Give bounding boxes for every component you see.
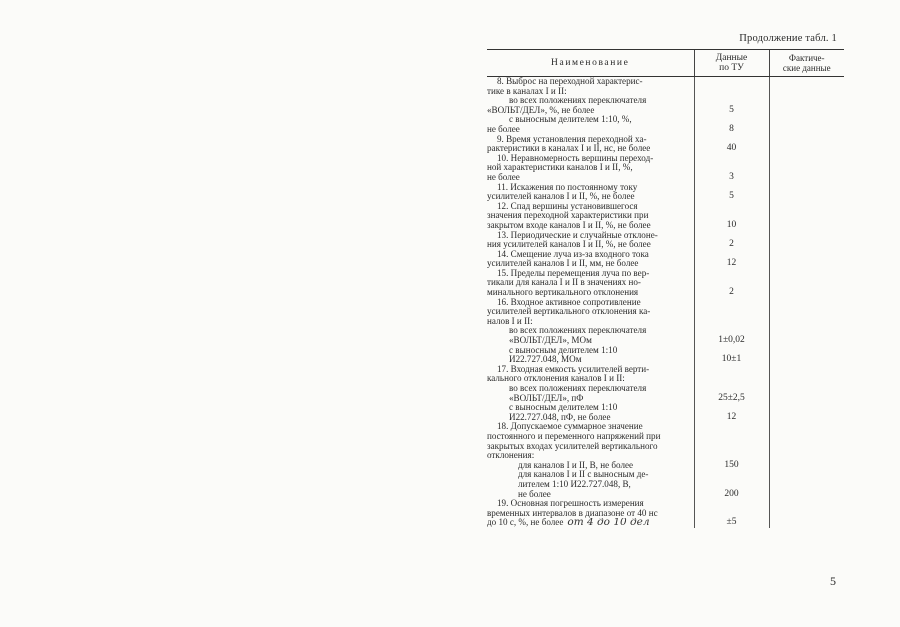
- row-text-line: [487, 240, 692, 250]
- row-tu-value: 8: [694, 115, 769, 134]
- row-name-cell: [487, 202, 694, 231]
- row-text: до 10 с, %, не более: [487, 518, 564, 528]
- row-name-cell: [487, 77, 694, 97]
- row-text: тике в каналах I и II:: [487, 86, 567, 96]
- row-text: 8. Выброс на переходной характерис-: [497, 77, 643, 86]
- row-name-cell: [487, 115, 694, 134]
- row-tu-value: 5: [694, 96, 769, 115]
- row-text-line: [487, 183, 692, 193]
- row-fact-value: [769, 154, 844, 183]
- row-fact-value: [769, 326, 844, 345]
- row-text-line: [487, 192, 692, 202]
- column-header-tu-line: Данные: [715, 53, 748, 63]
- row-fact-value: [769, 365, 844, 384]
- row-fact-value: [769, 422, 844, 460]
- row-text: «ВОЛЬТ/ДЕЛ», пФ: [509, 393, 584, 403]
- table-row: [487, 96, 844, 115]
- row-fact-value: [769, 499, 844, 528]
- row-text-line: [487, 288, 692, 298]
- row-text-line: [487, 509, 692, 519]
- row-text-line: [487, 480, 692, 490]
- row-fact-value: [769, 298, 844, 327]
- column-header-tu: [694, 50, 769, 77]
- row-fact-value: [769, 77, 844, 97]
- table-row: [487, 250, 844, 269]
- row-text: для каналов I и II, В, не более: [518, 460, 634, 470]
- row-name-cell: [487, 250, 694, 269]
- row-text: И22.727.048, МОм: [509, 355, 582, 365]
- row-name-cell: [487, 422, 694, 460]
- row-fact-value: [769, 269, 844, 298]
- row-text: во всех положениях переключателя: [509, 384, 647, 393]
- row-tu-value: 40: [694, 135, 769, 154]
- table-row: [487, 499, 844, 528]
- column-header-fact-line: ские данные: [782, 63, 831, 73]
- table-row: [487, 461, 844, 471]
- row-text-line: [487, 87, 692, 97]
- table-row: [487, 269, 844, 298]
- row-text: 10. Неравномерность вершины переход-: [497, 153, 654, 163]
- row-text-line: [487, 154, 692, 164]
- row-name-cell: [487, 346, 694, 365]
- table-row: [487, 202, 844, 231]
- row-tu-value: [694, 365, 769, 384]
- row-text-line: [487, 336, 692, 346]
- row-text: значения переходной характеристики при: [487, 211, 649, 221]
- row-text: усилителей каналов I и II, %, не более: [487, 192, 635, 202]
- row-text-line: [487, 413, 692, 423]
- row-text-line: [487, 135, 692, 145]
- row-tu-value: 12: [694, 403, 769, 422]
- row-tu-value: 2: [694, 269, 769, 298]
- row-text-line: [487, 346, 692, 356]
- row-text: 16. Входное активное сопротивление: [497, 297, 641, 307]
- row-name-cell: [487, 269, 694, 298]
- row-tu-value: 12: [694, 250, 769, 269]
- row-text: 13. Периодические и случайные отклоне-: [497, 230, 658, 240]
- row-text-line: [487, 432, 692, 442]
- row-tu-value: 10: [694, 202, 769, 231]
- column-header-tu-line: по ТУ: [719, 63, 744, 73]
- row-text-line: [487, 278, 692, 288]
- row-name-cell: [487, 403, 694, 422]
- row-name-cell: [487, 135, 694, 154]
- row-name-cell: [487, 470, 694, 499]
- row-fact-value: [769, 183, 844, 202]
- row-text: 11. Искажения по постоянному току: [497, 182, 638, 192]
- row-text-line: [487, 499, 692, 509]
- row-tu-value: [694, 77, 769, 97]
- row-fact-value: [769, 461, 844, 471]
- row-name-cell: [487, 499, 694, 528]
- row-text: лителем 1:10 И22.727.048, В,: [518, 479, 631, 489]
- row-tu-value: 150: [694, 461, 769, 471]
- row-text-line: [487, 202, 692, 212]
- row-text-line: [487, 317, 692, 327]
- row-tu-value: 5: [694, 183, 769, 202]
- row-fact-value: [769, 231, 844, 250]
- row-text: И22.727.048, пФ, не более: [509, 412, 611, 422]
- column-header-fact: [769, 50, 844, 77]
- row-name-cell: [487, 298, 694, 327]
- row-text-line: [487, 326, 692, 336]
- row-text: не более: [487, 124, 520, 134]
- row-text: отклонения:: [487, 451, 535, 461]
- row-text: с выносным делителем 1:10: [509, 345, 618, 355]
- row-name-cell: [487, 365, 694, 384]
- column-header-name: Наименование: [487, 50, 694, 77]
- row-text: во всех положениях переключателя: [509, 96, 647, 106]
- row-text: усилителей вертикального отклонения ка-: [487, 307, 651, 317]
- table-row: [487, 115, 844, 134]
- row-text: налов I и II:: [487, 316, 533, 326]
- row-name-cell: [487, 326, 694, 345]
- row-text-line: [487, 221, 692, 231]
- row-fact-value: [769, 384, 844, 403]
- row-text-line: [487, 106, 692, 116]
- row-text-line: [487, 144, 692, 154]
- row-text-line: [487, 77, 692, 87]
- row-text-line: [487, 115, 692, 125]
- row-tu-value: 2: [694, 231, 769, 250]
- row-fact-value: [769, 96, 844, 115]
- row-text-line: [487, 451, 692, 461]
- row-text-line: [487, 355, 692, 365]
- row-text: «ВОЛЬТ/ДЕЛ», %, не более: [487, 105, 595, 115]
- row-text: ния усилителей каналов I и II, %, не более: [487, 240, 651, 250]
- row-text: 15. Пределы перемещения луча по вер-: [497, 268, 650, 278]
- row-text: не более: [487, 172, 520, 182]
- row-text: кального отклонения каналов I и II:: [487, 374, 625, 384]
- row-text-line: [487, 250, 692, 260]
- row-text: 9. Время установления переходной ха-: [497, 134, 647, 144]
- row-text-line: [487, 163, 692, 173]
- row-name-cell: [487, 154, 694, 183]
- table-row: [487, 384, 844, 403]
- table-row: [487, 326, 844, 345]
- row-text: с выносным делителем 1:10, %,: [509, 115, 632, 125]
- row-fact-value: [769, 470, 844, 499]
- row-text-line: [487, 125, 692, 135]
- row-text: не более: [518, 489, 551, 499]
- row-text: 19. Основная погрешность измерения: [497, 499, 644, 509]
- row-text: во всех положениях переключателя: [509, 326, 647, 336]
- row-fact-value: [769, 135, 844, 154]
- row-name-cell: [487, 96, 694, 115]
- row-text-line: [487, 403, 692, 413]
- table-row: [487, 183, 844, 202]
- row-tu-value: 3: [694, 154, 769, 183]
- row-text: 17. Входная емкость усилителей верти-: [497, 364, 650, 374]
- row-text-line: [487, 490, 692, 500]
- column-header-fact-line: Фактиче-: [788, 53, 825, 63]
- row-text-line: [487, 365, 692, 375]
- row-text-line: [487, 211, 692, 221]
- table-row: [487, 77, 844, 97]
- row-text: с выносным делителем 1:10: [509, 403, 618, 413]
- table-row: [487, 470, 844, 499]
- row-name-cell: [487, 231, 694, 250]
- row-text: «ВОЛЬТ/ДЕЛ», МОм: [509, 336, 592, 346]
- row-text-line: [487, 259, 692, 269]
- row-text: усилителей каналов I и II, мм, не более: [487, 259, 639, 269]
- row-text: 14. Смещение луча из-за входного тока: [497, 249, 649, 259]
- row-fact-value: [769, 202, 844, 231]
- row-text: закрытых входах усилителей вертикального: [487, 441, 658, 451]
- table-row: [487, 422, 844, 460]
- row-tu-value: 1±0,02: [694, 326, 769, 345]
- row-text: постоянного и переменного напряжений при: [487, 431, 661, 441]
- row-text: тикали для канала I и II в значениях но-: [487, 278, 641, 288]
- row-text: закрытом входе каналов I и II, %, не более: [487, 220, 651, 230]
- row-fact-value: [769, 403, 844, 422]
- row-text: 18. Допускаемое суммарное значение: [497, 422, 643, 432]
- row-fact-value: [769, 115, 844, 134]
- row-text-line: [487, 384, 692, 394]
- row-text-line: [487, 307, 692, 317]
- table-row: [487, 346, 844, 365]
- row-text-line: [487, 231, 692, 241]
- row-text: рактеристики в каналах I и II, нс, не более: [487, 144, 651, 154]
- row-text: временных интервалов в диапазоне от 40 нс: [487, 508, 658, 518]
- row-text-line: [487, 442, 692, 452]
- table-row: [487, 231, 844, 250]
- row-text-line: [487, 394, 692, 404]
- table-row: [487, 403, 844, 422]
- row-tu-value: [694, 298, 769, 327]
- row-fact-value: [769, 346, 844, 365]
- row-tu-value: ±5: [694, 499, 769, 528]
- table-row: [487, 365, 844, 384]
- row-text: 12. Спад вершины установившегося: [497, 201, 638, 211]
- table-continuation-label: Продолжение табл. 1: [739, 33, 837, 44]
- row-name-cell: [487, 384, 694, 403]
- row-text-line: [487, 298, 692, 308]
- row-text-line: [487, 461, 692, 471]
- row-text: для каналов I и II с выносным де-: [518, 470, 649, 480]
- table-row: [487, 298, 844, 327]
- page-number: 5: [830, 574, 836, 588]
- row-text-line: [487, 518, 692, 528]
- row-text: ной характеристики каналов I и II, %,: [487, 163, 633, 173]
- row-text-line: [487, 96, 692, 106]
- row-text-line: [487, 173, 692, 183]
- row-text: минального вертикального отклонения: [487, 288, 639, 298]
- table-row: [487, 154, 844, 183]
- row-text-line: [487, 422, 692, 432]
- row-text-line: [487, 269, 692, 279]
- table-header-row: [487, 50, 844, 77]
- spec-table: [487, 49, 844, 528]
- row-tu-value: [694, 422, 769, 460]
- row-name-cell: [487, 183, 694, 202]
- table-row: [487, 135, 844, 154]
- row-tu-value: 10±1: [694, 346, 769, 365]
- row-text-line: [487, 470, 692, 480]
- row-tu-value: 25±2,5: [694, 384, 769, 403]
- row-tu-value: 200: [694, 470, 769, 499]
- row-text-line: [487, 374, 692, 384]
- row-fact-value: [769, 250, 844, 269]
- handwritten-note: от 4 до 10 дел: [567, 518, 650, 528]
- row-name-cell: [487, 461, 694, 471]
